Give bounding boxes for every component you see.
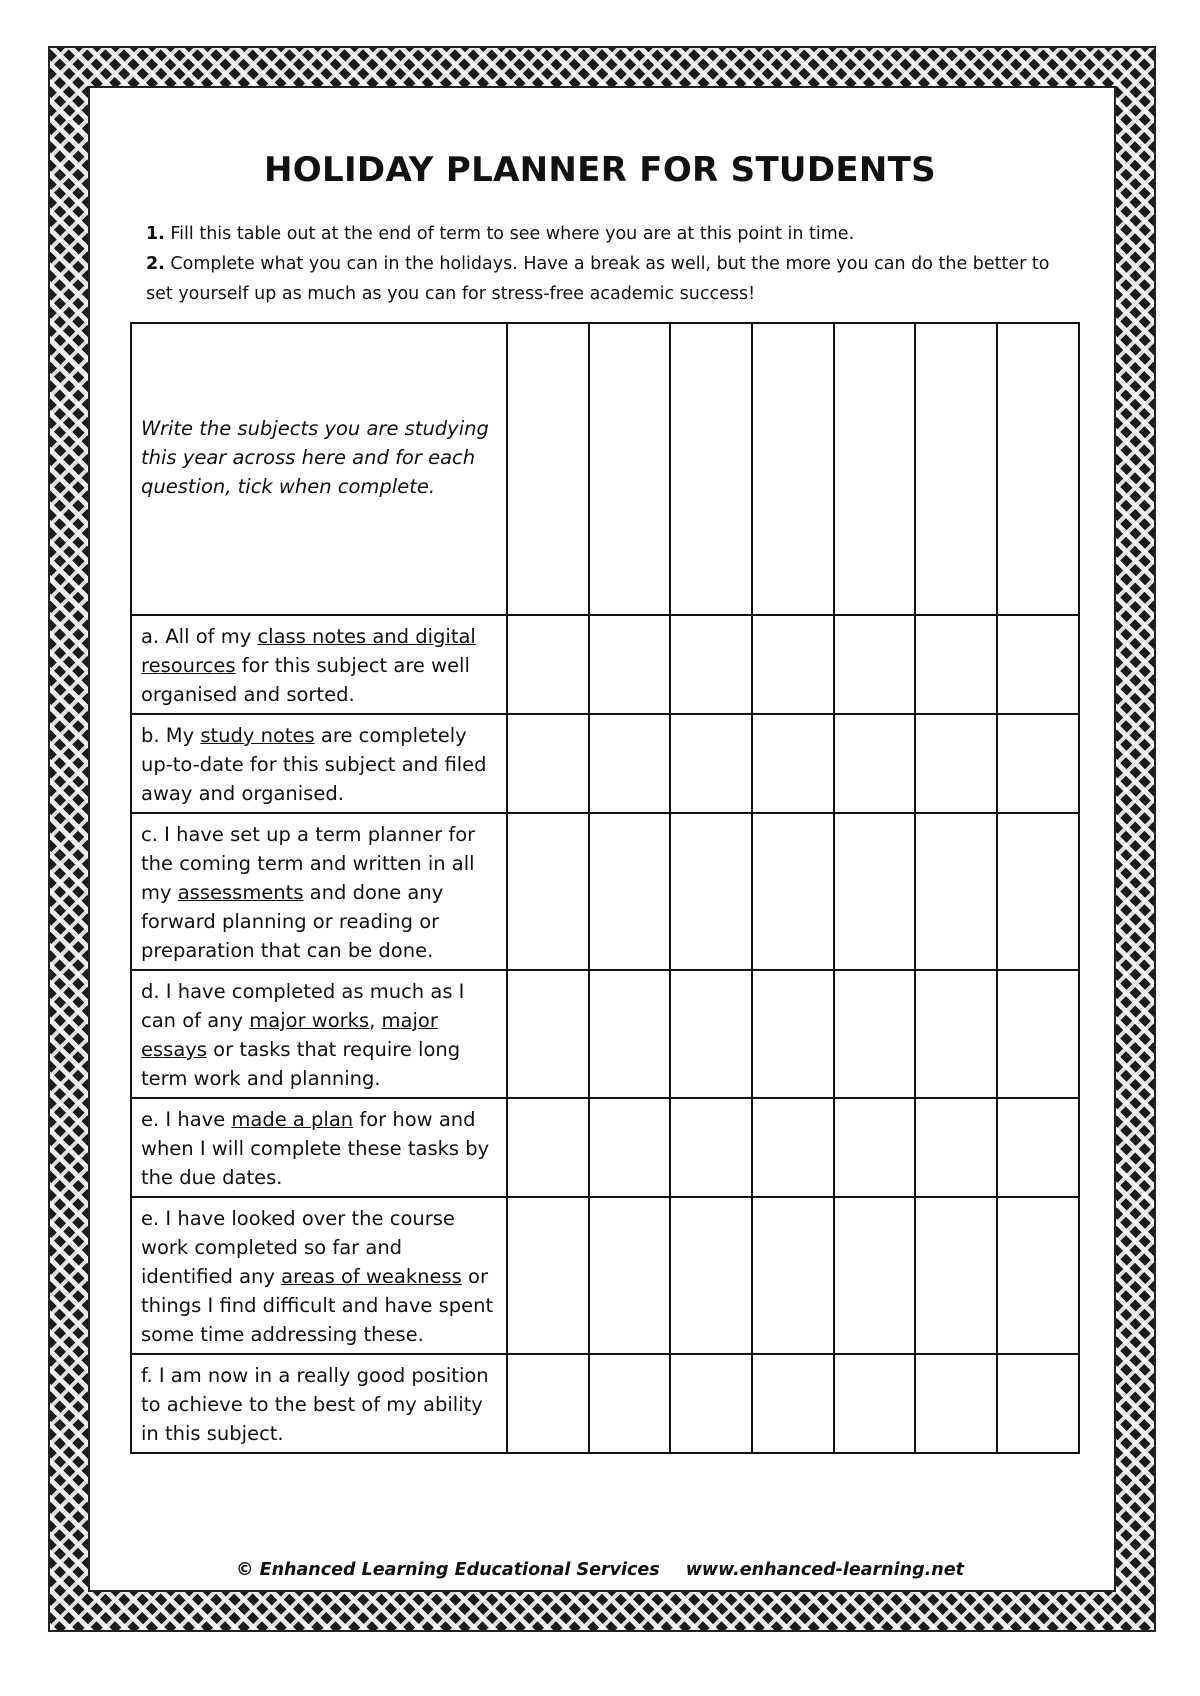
underlined-phrase: areas of weakness (281, 1265, 462, 1288)
question-cell (131, 1354, 507, 1453)
tick-cell[interactable] (834, 1354, 916, 1453)
planner-table (130, 322, 1080, 1454)
instruction-number: 1. (146, 224, 165, 244)
tick-cell[interactable] (589, 714, 671, 813)
tick-cell[interactable] (915, 1354, 997, 1453)
subject-name-cell[interactable] (752, 323, 834, 615)
question-cell (131, 813, 507, 970)
tick-cell[interactable] (997, 615, 1079, 714)
header-row (131, 323, 1079, 615)
tick-cell[interactable] (589, 1354, 671, 1453)
tick-cell[interactable] (507, 1197, 589, 1354)
question-text: d. I have completed as much as I can of any (141, 980, 465, 1032)
footer-url[interactable]: www.enhanced-learning.net (685, 1560, 964, 1580)
instructions (146, 219, 1066, 309)
page-title: HOLIDAY PLANNER FOR STUDENTS (264, 150, 936, 190)
instruction-1 (146, 219, 1066, 249)
tick-cell[interactable] (507, 714, 589, 813)
tick-cell[interactable] (670, 714, 752, 813)
tick-cell[interactable] (670, 813, 752, 970)
underlined-phrase: made a plan (231, 1108, 354, 1131)
subject-name-cell[interactable] (997, 323, 1079, 615)
tick-cell[interactable] (752, 615, 834, 714)
tick-cell[interactable] (997, 813, 1079, 970)
tick-cell[interactable] (997, 970, 1079, 1098)
subjects-instruction-cell: Write the subjects you are studying this year across here and for each question, tick when complete. (131, 323, 507, 615)
question-row (131, 970, 1079, 1098)
tick-cell[interactable] (752, 1354, 834, 1453)
subject-name-cell[interactable] (507, 323, 589, 615)
tick-cell[interactable] (752, 1098, 834, 1197)
tick-cell[interactable] (915, 970, 997, 1098)
underlined-phrase: major essays (141, 1009, 438, 1061)
tick-cell[interactable] (589, 1098, 671, 1197)
underlined-phrase: class notes and digital resources (141, 625, 476, 677)
tick-cell[interactable] (670, 1354, 752, 1453)
tick-cell[interactable] (915, 714, 997, 813)
question-text: are completely up-to-date for this subject and filed away and organised. (141, 724, 487, 805)
question-row (131, 615, 1079, 714)
tick-cell[interactable] (834, 970, 916, 1098)
question-text: f. I am now in a really good position to achieve to the best of my ability in this subject. (141, 1364, 489, 1445)
subject-name-cell[interactable] (834, 323, 916, 615)
question-row (131, 714, 1079, 813)
tick-cell[interactable] (589, 1197, 671, 1354)
subject-name-cell[interactable] (589, 323, 671, 615)
tick-cell[interactable] (834, 1197, 916, 1354)
subject-name-cell[interactable] (915, 323, 997, 615)
question-text: for how and when I will complete these tasks by the due dates. (141, 1108, 490, 1189)
tick-cell[interactable] (670, 1098, 752, 1197)
tick-cell[interactable] (507, 970, 589, 1098)
question-text: for this subject are well organised and sorted. (141, 654, 470, 706)
instruction-number: 2. (146, 254, 165, 274)
question-text: c. I have set up a term planner for the coming term and written in all my (141, 823, 476, 904)
question-text: e. I have (141, 1108, 232, 1131)
footer-org: Enhanced Learning Educational Services (259, 1560, 660, 1580)
tick-cell[interactable] (507, 1354, 589, 1453)
tick-cell[interactable] (915, 615, 997, 714)
tick-cell[interactable] (752, 714, 834, 813)
question-row (131, 1197, 1079, 1354)
tick-cell[interactable] (997, 1098, 1079, 1197)
question-row (131, 1354, 1079, 1453)
tick-cell[interactable] (507, 1098, 589, 1197)
instruction-text: Complete what you can in the holidays. Have a break as well, but the more you can do the better to set yourself up as much as you can for stress-free academic success! (146, 254, 1050, 304)
tick-cell[interactable] (997, 1354, 1079, 1453)
tick-cell[interactable] (834, 1098, 916, 1197)
tick-cell[interactable] (589, 970, 671, 1098)
question-cell (131, 1098, 507, 1197)
tick-cell[interactable] (915, 1197, 997, 1354)
tick-cell[interactable] (834, 813, 916, 970)
tick-cell[interactable] (752, 813, 834, 970)
tick-cell[interactable] (670, 1197, 752, 1354)
tick-cell[interactable] (670, 970, 752, 1098)
question-text: a. All of my (141, 625, 258, 648)
question-text: and done any forward planning or reading or preparation that can be done. (141, 881, 444, 962)
instruction-2 (146, 249, 1066, 309)
question-text: or tasks that require long term work and planning. (141, 1038, 461, 1090)
question-row (131, 1098, 1079, 1197)
tick-cell[interactable] (915, 813, 997, 970)
underlined-phrase: assessments (177, 881, 304, 904)
tick-cell[interactable] (752, 970, 834, 1098)
tick-cell[interactable] (670, 615, 752, 714)
subject-name-cell[interactable] (670, 323, 752, 615)
question-text: e. I have looked over the course work completed so far and identified any (141, 1207, 455, 1288)
underlined-phrase: major works (249, 1009, 370, 1032)
question-cell (131, 714, 507, 813)
underlined-phrase: study notes (200, 724, 315, 747)
copyright-icon: © (236, 1560, 254, 1580)
tick-cell[interactable] (589, 813, 671, 970)
tick-cell[interactable] (997, 714, 1079, 813)
tick-cell[interactable] (507, 813, 589, 970)
question-cell (131, 1197, 507, 1354)
tick-cell[interactable] (507, 615, 589, 714)
question-row (131, 813, 1079, 970)
question-text: or things I find difficult and have spent some time addressing these. (141, 1265, 494, 1346)
instruction-text: Fill this table out at the end of term to see where you are at this point in time. (164, 224, 855, 244)
tick-cell[interactable] (915, 1098, 997, 1197)
tick-cell[interactable] (834, 615, 916, 714)
tick-cell[interactable] (752, 1197, 834, 1354)
question-cell (131, 615, 507, 714)
question-cell (131, 970, 507, 1098)
question-text: , (369, 1009, 382, 1032)
question-text: b. My (141, 724, 201, 747)
tick-cell[interactable] (834, 714, 916, 813)
tick-cell[interactable] (997, 1197, 1079, 1354)
tick-cell[interactable] (589, 615, 671, 714)
footer (0, 1560, 1200, 1580)
